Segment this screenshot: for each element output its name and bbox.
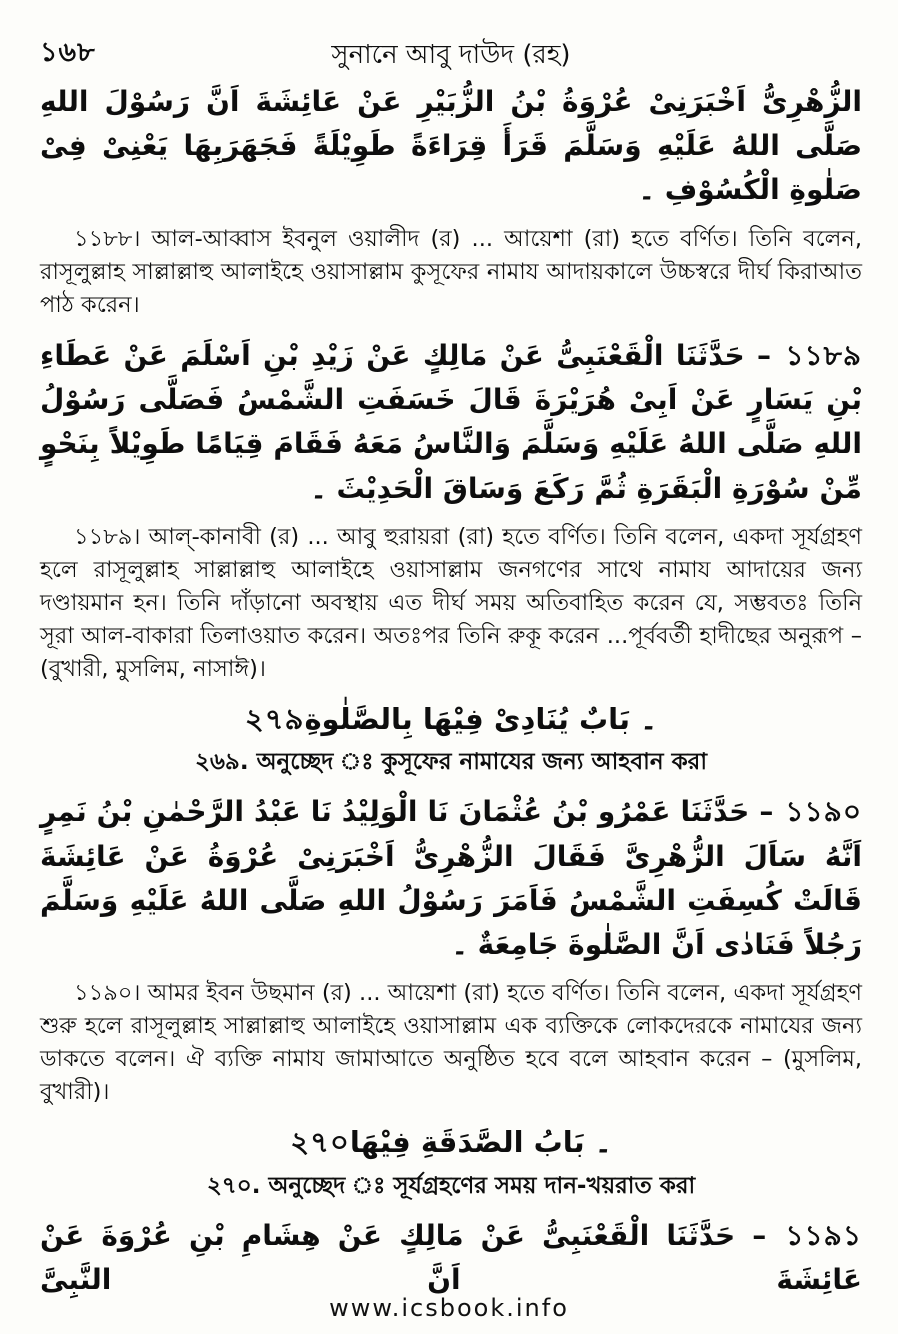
chapter-270-subheading-bengali: ২৭০. অনুচ্ছেদ ঃ সূর্যগ্রহণের সময় দান-খয়রাত করা <box>206 1172 696 1199</box>
arabic-intro-paragraph <box>40 80 862 213</box>
arabic-intro-text: الزُّهْرِىُّ اَخْبَرَنِىْ عُرْوَةُ بْنُ الزُّبَيْرِ عَنْ عَائِشَةَ اَنَّ رَسُوْلَ اللهِ صَلَّى اللهُ عَلَيْهِ وَسَلَّمَ قَرَأَ قِرَاءَةً طَوِيْلَةً فَجَهَرَبِهَا يَعْنِىْ فِىْ صَلٰوةِ الْكُسُوْفِ ۔ <box>40 85 862 207</box>
hadith-1189-bengali: ১১৮৯। আল্-কানাবী (র) ... আবু হুরায়রা (রা) হতে বর্ণিত। তিনি বলেন, একদা সূর্যগ্রহণ হলে রাসূলুল্লাহ সাল্লাল্লাহু আলাইহে ওয়াসাল্লাম জনগণের সাথে নামায আদায়ের জন্য দণ্ডায়মান হন। তিনি দাঁড়ানো অবস্থায় এত দীর্ঘ সময় অতিবাহিত করেন যে, সম্ভবতঃ তিনি সূরা আল-বাকারা তিলাওয়াত করেন। অতঃপর তিনি রুকূ করেন ...পূর্ববর্তী হাদীছের অনুরূপ – (বুখারী, মুসলিম, নাসাঈ)। <box>40 523 862 683</box>
hadith-1190-number: ১১৯০ – <box>759 795 863 829</box>
chapter-270-number: ২৭০۔ <box>290 1125 612 1160</box>
hadith-1190-arabic-text: حَدَّثَنَا عَمْرُو بْنُ عُثْمَانَ نَا الْوَلِيْدُ نَا عَبْدُ الرَّحْمٰنِ بْنُ نَمِرٍ اَنَّهُ سَاَلَ الزُّهْرِىَّ فَقَالَ الزُّهْرِىُّ اَخْبَرَنِىْ عُرْوَةُ عَنْ عَائِشَةَ قَالَتْ كُسِفَتِ الشَّمْسُ فَاَمَرَ رَسُوْلُ اللهِ صَلَّى اللهُ عَلَيْهِ وَسَلَّمَ رَجُلاً فَنَادٰى اَنَّ الصَّلٰوةَ جَامِعَةٌ ۔ <box>40 795 862 961</box>
hadith-1191-arabic <box>40 1214 862 1302</box>
hadith-1189-number: ১১৮৯ – <box>756 338 862 372</box>
page-number: ১৬৮ <box>40 37 96 68</box>
hadith-1188-bengali: ১১৮৮। আল-আব্বাস ইবনুল ওয়ালীদ (র) ... আয়েশা (রা) হতে বর্ণিত। তিনি বলেন, রাসূলুল্লাহ সাল্লাল্লাহু আলাইহে ওয়াসাল্লাম কুসূফের নামায আদায়কালে উচ্চস্বরে দীর্ঘ কিরাআত পাঠ করেন। <box>40 225 862 318</box>
chapter-279-number: ২৭৯۔ <box>244 702 658 737</box>
hadith-1190-arabic <box>40 790 862 967</box>
page-header <box>40 30 862 72</box>
hadith-1191-number: ১১৯১ – <box>752 1218 863 1252</box>
hadith-1190-bengali: ১১৯০। আমর ইবন উছমান (র) ... আয়েশা (রা) হতে বর্ণিত। তিনি বলেন, একদা সূর্যগ্রহণ শুরু হলে রাসূলুল্লাহ সাল্লাল্লাহু আলাইহে ওয়াসাল্লাম এক ব্যক্তিকে লোকদেরকে নামাযের জন্য ডাকতে বলেন। ঐ ব্যক্তি নামায জামাআতে অনুষ্ঠিত হবে বলে আহবান করেন – (মুসলিম, বুখারী)। <box>40 980 862 1106</box>
chapter-270-title-arabic: بَابُ الصَّدَقَةِ فِيْهَا <box>349 1125 585 1160</box>
hadith-1191-arabic-text: حَدَّثَنَا الْقَعْنَبِىُّ عَنْ مَالِكٍ عَنْ هِشَامِ بْنِ عُرْوَةَ عَنْ عَائِشَةَ اَنَّ النَّبِىَّ <box>40 1218 862 1296</box>
hadith-1189-arabic <box>40 334 862 511</box>
book-title: সুনানে আবু দাউদ (রহ) <box>331 40 571 70</box>
chapter-heading-279 <box>40 700 862 739</box>
chapter-269-subheading-bengali: ২৬৯. অনুচ্ছেদ ঃ কুসূফের নামাযের জন্য আহবান করা <box>195 749 707 776</box>
chapter-279-title-arabic: بَابٌ يُنَادِىْ فِيْهَا بِالصَّلٰوةِ <box>304 702 630 737</box>
chapter-heading-270 <box>40 1123 862 1162</box>
hadith-1189-arabic-text: حَدَّثَنَا الْقَعْنَبِىُّ عَنْ مَالِكٍ عَنْ زَيْدِ بْنِ اَسْلَمَ عَنْ عَطَاءِ بْنِ يَسَارٍ عَنْ اَبِىْ هُرَيْرَةَ قَالَ خَسَفَتِ الشَّمْسُ فَصَلَّى رَسُوْلُ اللهِ صَلَّى اللهُ عَلَيْهِ وَسَلَّمَ وَالنَّاسُ مَعَهُ فَقَامَ قِيَامًا طَوِيْلاً بِنَحْوٍ مِّنْ سُوْرَةِ الْبَقَرَةِ ثُمَّ رَكَعَ وَسَاقَ الْحَدِيْثَ ۔ <box>40 338 862 505</box>
footer-url: www.icsbook.info <box>329 1294 569 1322</box>
